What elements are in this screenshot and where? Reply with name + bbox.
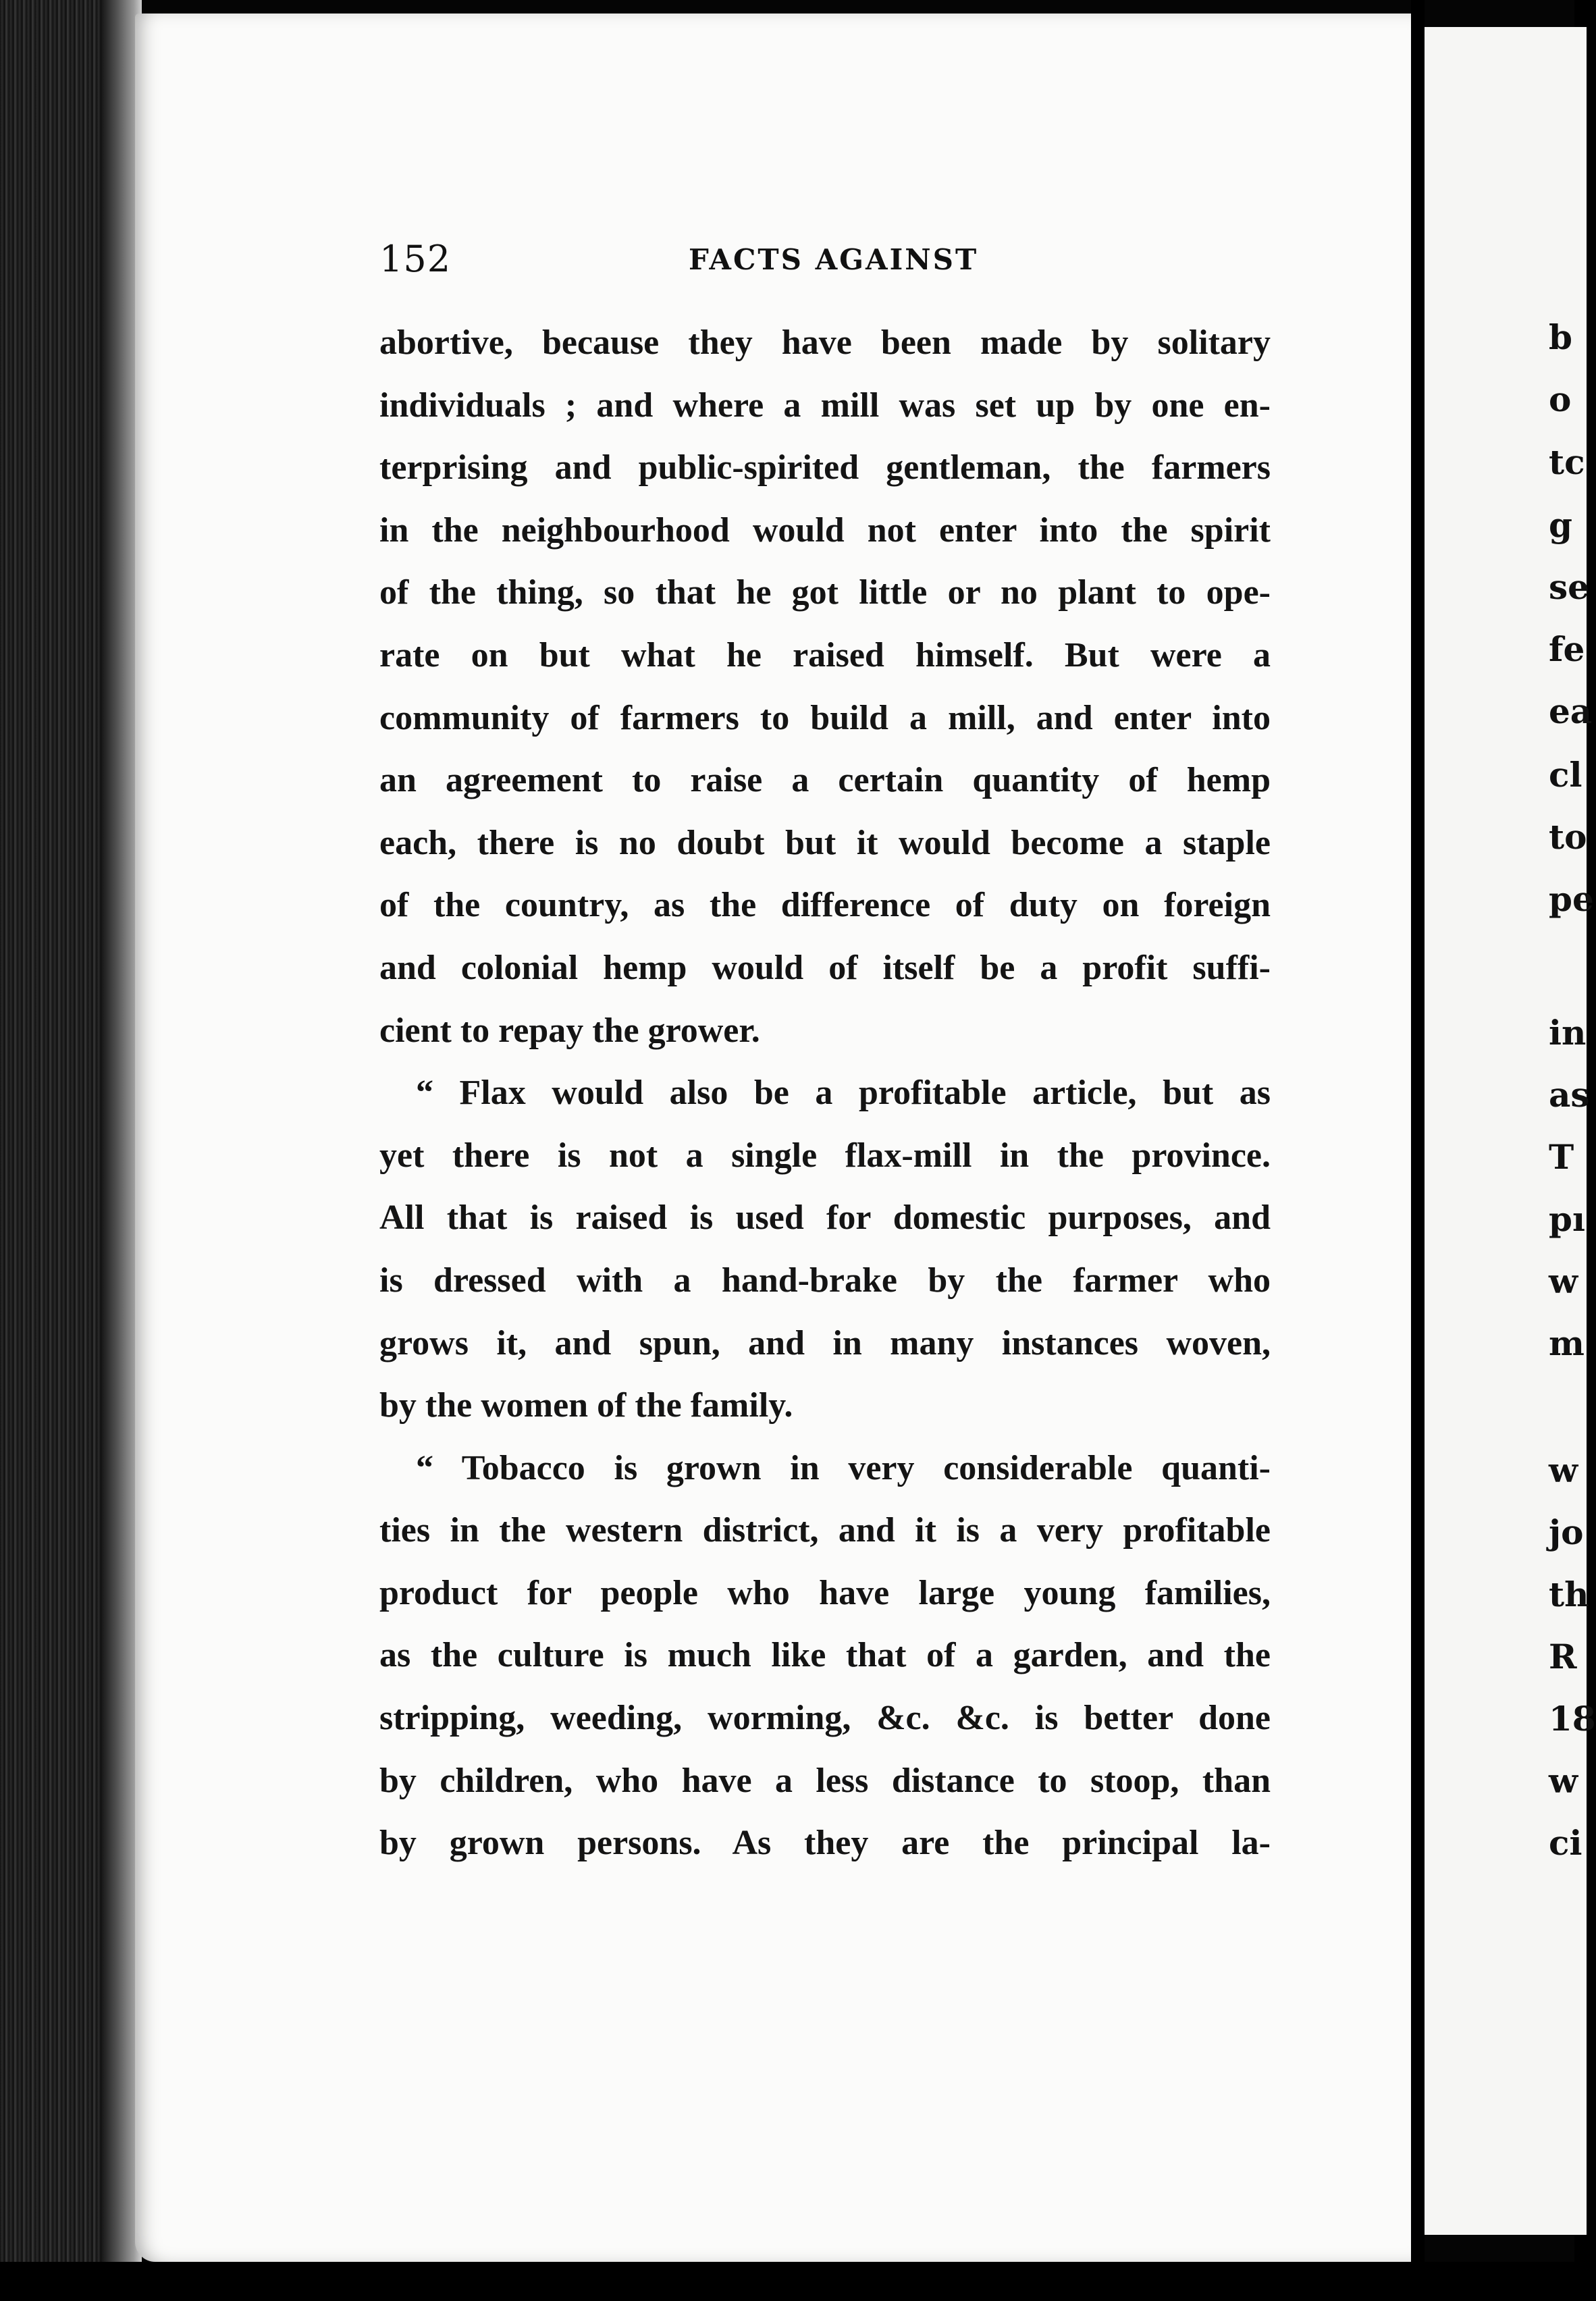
facing-page-fragment: T — [1549, 1137, 1574, 1177]
facing-page-fragment: m — [1549, 1323, 1585, 1363]
text-line: by children, who have a less distance to stoop, than — [379, 1761, 1271, 1800]
facing-page-fragment: tc — [1549, 442, 1585, 482]
facing-page-fragment: to — [1549, 817, 1587, 857]
facing-page-fragment: b — [1549, 317, 1572, 357]
body-text — [379, 312, 1271, 1875]
facing-page-fragment: g — [1549, 505, 1572, 545]
facing-page-fragment: 18 — [1549, 1699, 1596, 1739]
text-line: of the thing, so that he got little or no plant to ope- — [379, 573, 1271, 612]
text-line: yet there is not a single flax-mill in the province. — [379, 1136, 1271, 1175]
text-line: ties in the western district, and it is a very profitable — [379, 1511, 1271, 1550]
facing-page-fragment: pe — [1549, 879, 1594, 919]
text-line: is dressed with a hand-brake by the farmer who — [379, 1261, 1271, 1300]
text-line: abortive, because they have been made by solitary — [379, 323, 1271, 362]
text-line: and colonial hemp would of itself be a profit suffi- — [379, 948, 1271, 987]
text-line: terprising and public-spirited gentleman, the farmers — [379, 448, 1271, 487]
facing-page-fragment: pı — [1549, 1199, 1585, 1239]
facing-page-fragment: R — [1549, 1637, 1577, 1676]
facing-page-fragment: in — [1549, 1013, 1587, 1053]
facing-page-fragment: o — [1549, 379, 1572, 419]
text-line: community of farmers to build a mill, and enter into — [379, 698, 1271, 737]
page-number: 152 — [379, 238, 452, 280]
facing-page-fragment: th — [1549, 1575, 1589, 1614]
text-line: rate on but what he raised himself. But were a — [379, 635, 1271, 675]
text-line: an agreement to raise a certain quantity of hemp — [379, 761, 1271, 800]
scan-bottom-edge — [0, 2262, 1574, 2301]
facing-page-fragment: w — [1549, 1261, 1578, 1301]
text-line: product for people who have large young families, — [379, 1573, 1271, 1612]
text-line: of the country, as the difference of duty on foreign — [379, 886, 1271, 925]
text-line: by grown persons. As they are the principal la- — [379, 1824, 1271, 1863]
text-line: by the women of the family. — [379, 1386, 793, 1425]
text-line: All that is raised is used for domestic purposes, and — [379, 1198, 1271, 1238]
facing-page-fragment: cl — [1549, 755, 1582, 795]
facing-page-fragment: ea — [1549, 691, 1593, 731]
facing-page-fragment: fe — [1549, 629, 1585, 669]
running-head: FACTS AGAINST — [689, 243, 979, 276]
facing-page-fragment: as — [1549, 1075, 1590, 1115]
text-line: grows it, and spun, and in many instances woven, — [379, 1323, 1271, 1363]
page-gutter — [1411, 0, 1425, 2301]
facing-page-fragment: se — [1549, 567, 1589, 607]
text-line: cient to repay the grower. — [379, 1011, 760, 1050]
text-line: “ Flax would also be a profitable article, but as — [416, 1074, 1271, 1113]
text-line: as the culture is much like that of a garden, and the — [379, 1636, 1271, 1675]
text-line: “ Tobacco is grown in very considerable quanti- — [416, 1448, 1271, 1487]
facing-page-fragment: w — [1549, 1761, 1578, 1801]
facing-page-fragment: ci — [1549, 1823, 1582, 1863]
facing-page-fragment: w — [1549, 1450, 1578, 1490]
facing-page-fragment: jo — [1549, 1512, 1584, 1552]
text-line: stripping, weeding, worming, &c. &c. is better done — [379, 1699, 1271, 1738]
facing-page — [1425, 27, 1596, 2235]
text-line: individuals ; and where a mill was set up by one en- — [379, 386, 1271, 425]
text-line: each, there is no doubt but it would become a staple — [379, 823, 1271, 862]
text-line: in the neighbourhood would not enter into the spirit — [379, 510, 1271, 550]
